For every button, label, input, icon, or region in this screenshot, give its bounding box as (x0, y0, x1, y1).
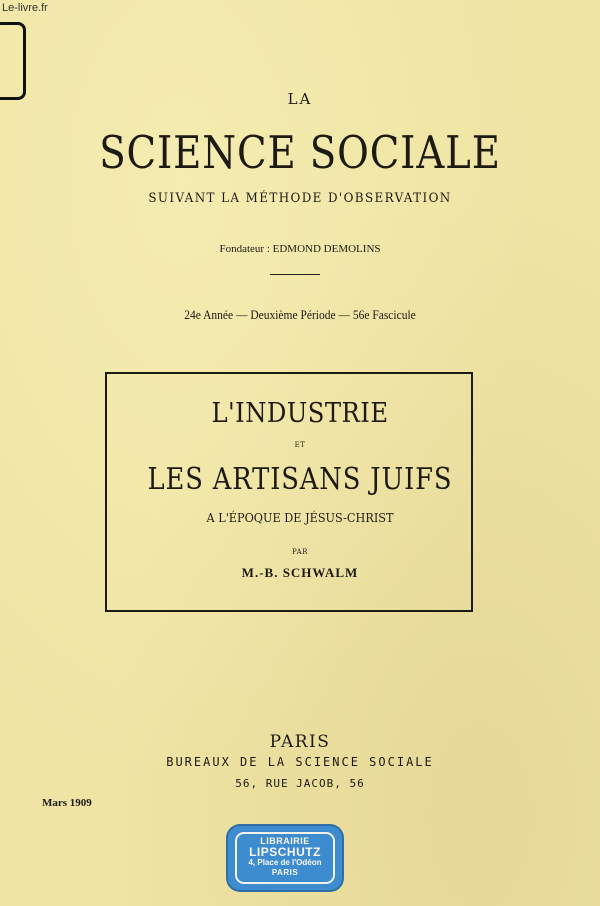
binding-label-mark (0, 22, 26, 100)
publication-date: Mars 1909 (42, 797, 92, 809)
title-conjunction: ET (294, 441, 306, 449)
divider-rule (270, 274, 320, 275)
by-label: PAR (292, 548, 308, 556)
imprint-address: 56, RUE JACOB, 56 (235, 777, 365, 790)
bookseller-stamp (228, 826, 342, 890)
work-subtitle: A L'ÉPOQUE DE JÉSUS-CHRIST (206, 510, 394, 525)
stamp-line1: LIBRAIRIE (260, 836, 310, 846)
stamp-line3: 4, Place de l'Odéon (248, 858, 322, 867)
author-name: M.-B. SCHWALM (241, 565, 359, 580)
work-title-line1: L'INDUSTRIE (211, 398, 389, 429)
imprint-city: PARIS (269, 732, 331, 752)
issue-line: 24e Année — Deuxième Période — 56e Fascicule (184, 308, 416, 322)
series-article: LA (287, 90, 313, 108)
stamp-line2: LIPSCHUTZ (249, 845, 321, 859)
work-title-line2: LES ARTISANS JUIFS (147, 462, 453, 497)
imprint-publisher: BUREAUX DE LA SCIENCE SOCIALE (166, 755, 434, 769)
series-subtitle: SUIVANT LA MÉTHODE D'OBSERVATION (148, 191, 452, 206)
stamp-line4: PARIS (271, 868, 299, 877)
founder-line: Fondateur : EDMOND DEMOLINS (219, 243, 381, 255)
series-title: SCIENCE SOCIALE (99, 126, 501, 179)
watermark-text: Le-livre.fr (2, 2, 48, 14)
